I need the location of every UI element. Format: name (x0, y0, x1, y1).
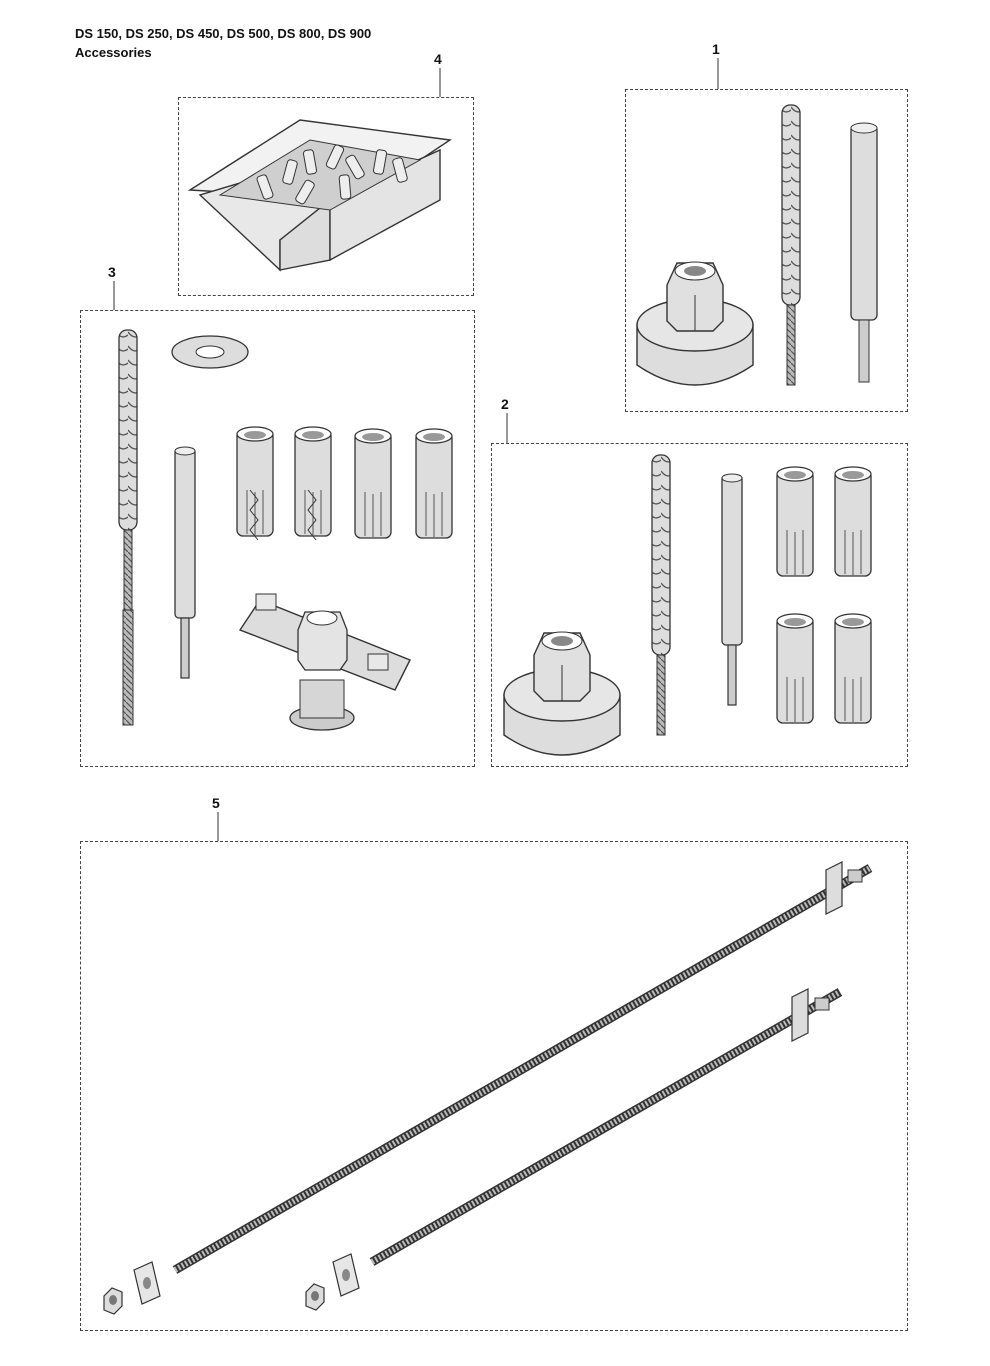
group-1-anchor-bolt (782, 105, 800, 385)
group-3-expansion-anchor-b (416, 429, 452, 538)
group-2-base-nut (504, 632, 620, 755)
group-2-setting-tool (722, 474, 742, 705)
group-3-wedge-anchors (237, 427, 331, 540)
hex-nut-b (306, 1284, 324, 1310)
group-1-base-nut (637, 262, 753, 385)
anchor-box (190, 120, 450, 270)
hex-nut-a (104, 1288, 122, 1314)
group-3-washer (172, 336, 248, 368)
square-washer-b (333, 1254, 359, 1296)
group-2-anchor-bolt (652, 455, 670, 735)
group-2-expansion-anchor-a (777, 467, 813, 576)
section-title: Accessories (75, 45, 152, 60)
group-2-expansion-anchor-d (835, 614, 871, 723)
group-2-expansion-anchor-b (835, 467, 871, 576)
group-3-setting-tool (175, 447, 195, 678)
callout-4: 4 (434, 51, 442, 67)
models-title: DS 150, DS 250, DS 450, DS 500, DS 800, DS 900 (75, 26, 372, 41)
group-3-expansion-anchor-a (355, 429, 391, 538)
callout-2: 2 (501, 396, 509, 412)
group-3-bolt-thread (123, 610, 133, 725)
group-3-anchor-bolt (119, 330, 137, 610)
callout-1: 1 (712, 41, 720, 57)
group-2-expansion-anchor-c (777, 614, 813, 723)
square-washer-a (134, 1262, 160, 1304)
threaded-rod-short (372, 989, 840, 1262)
callout-5: 5 (212, 795, 220, 811)
group-3-clamp-nut (240, 594, 410, 730)
group-1-setting-tool (851, 123, 877, 382)
callout-3: 3 (108, 264, 116, 280)
threaded-rod-long (175, 862, 870, 1270)
